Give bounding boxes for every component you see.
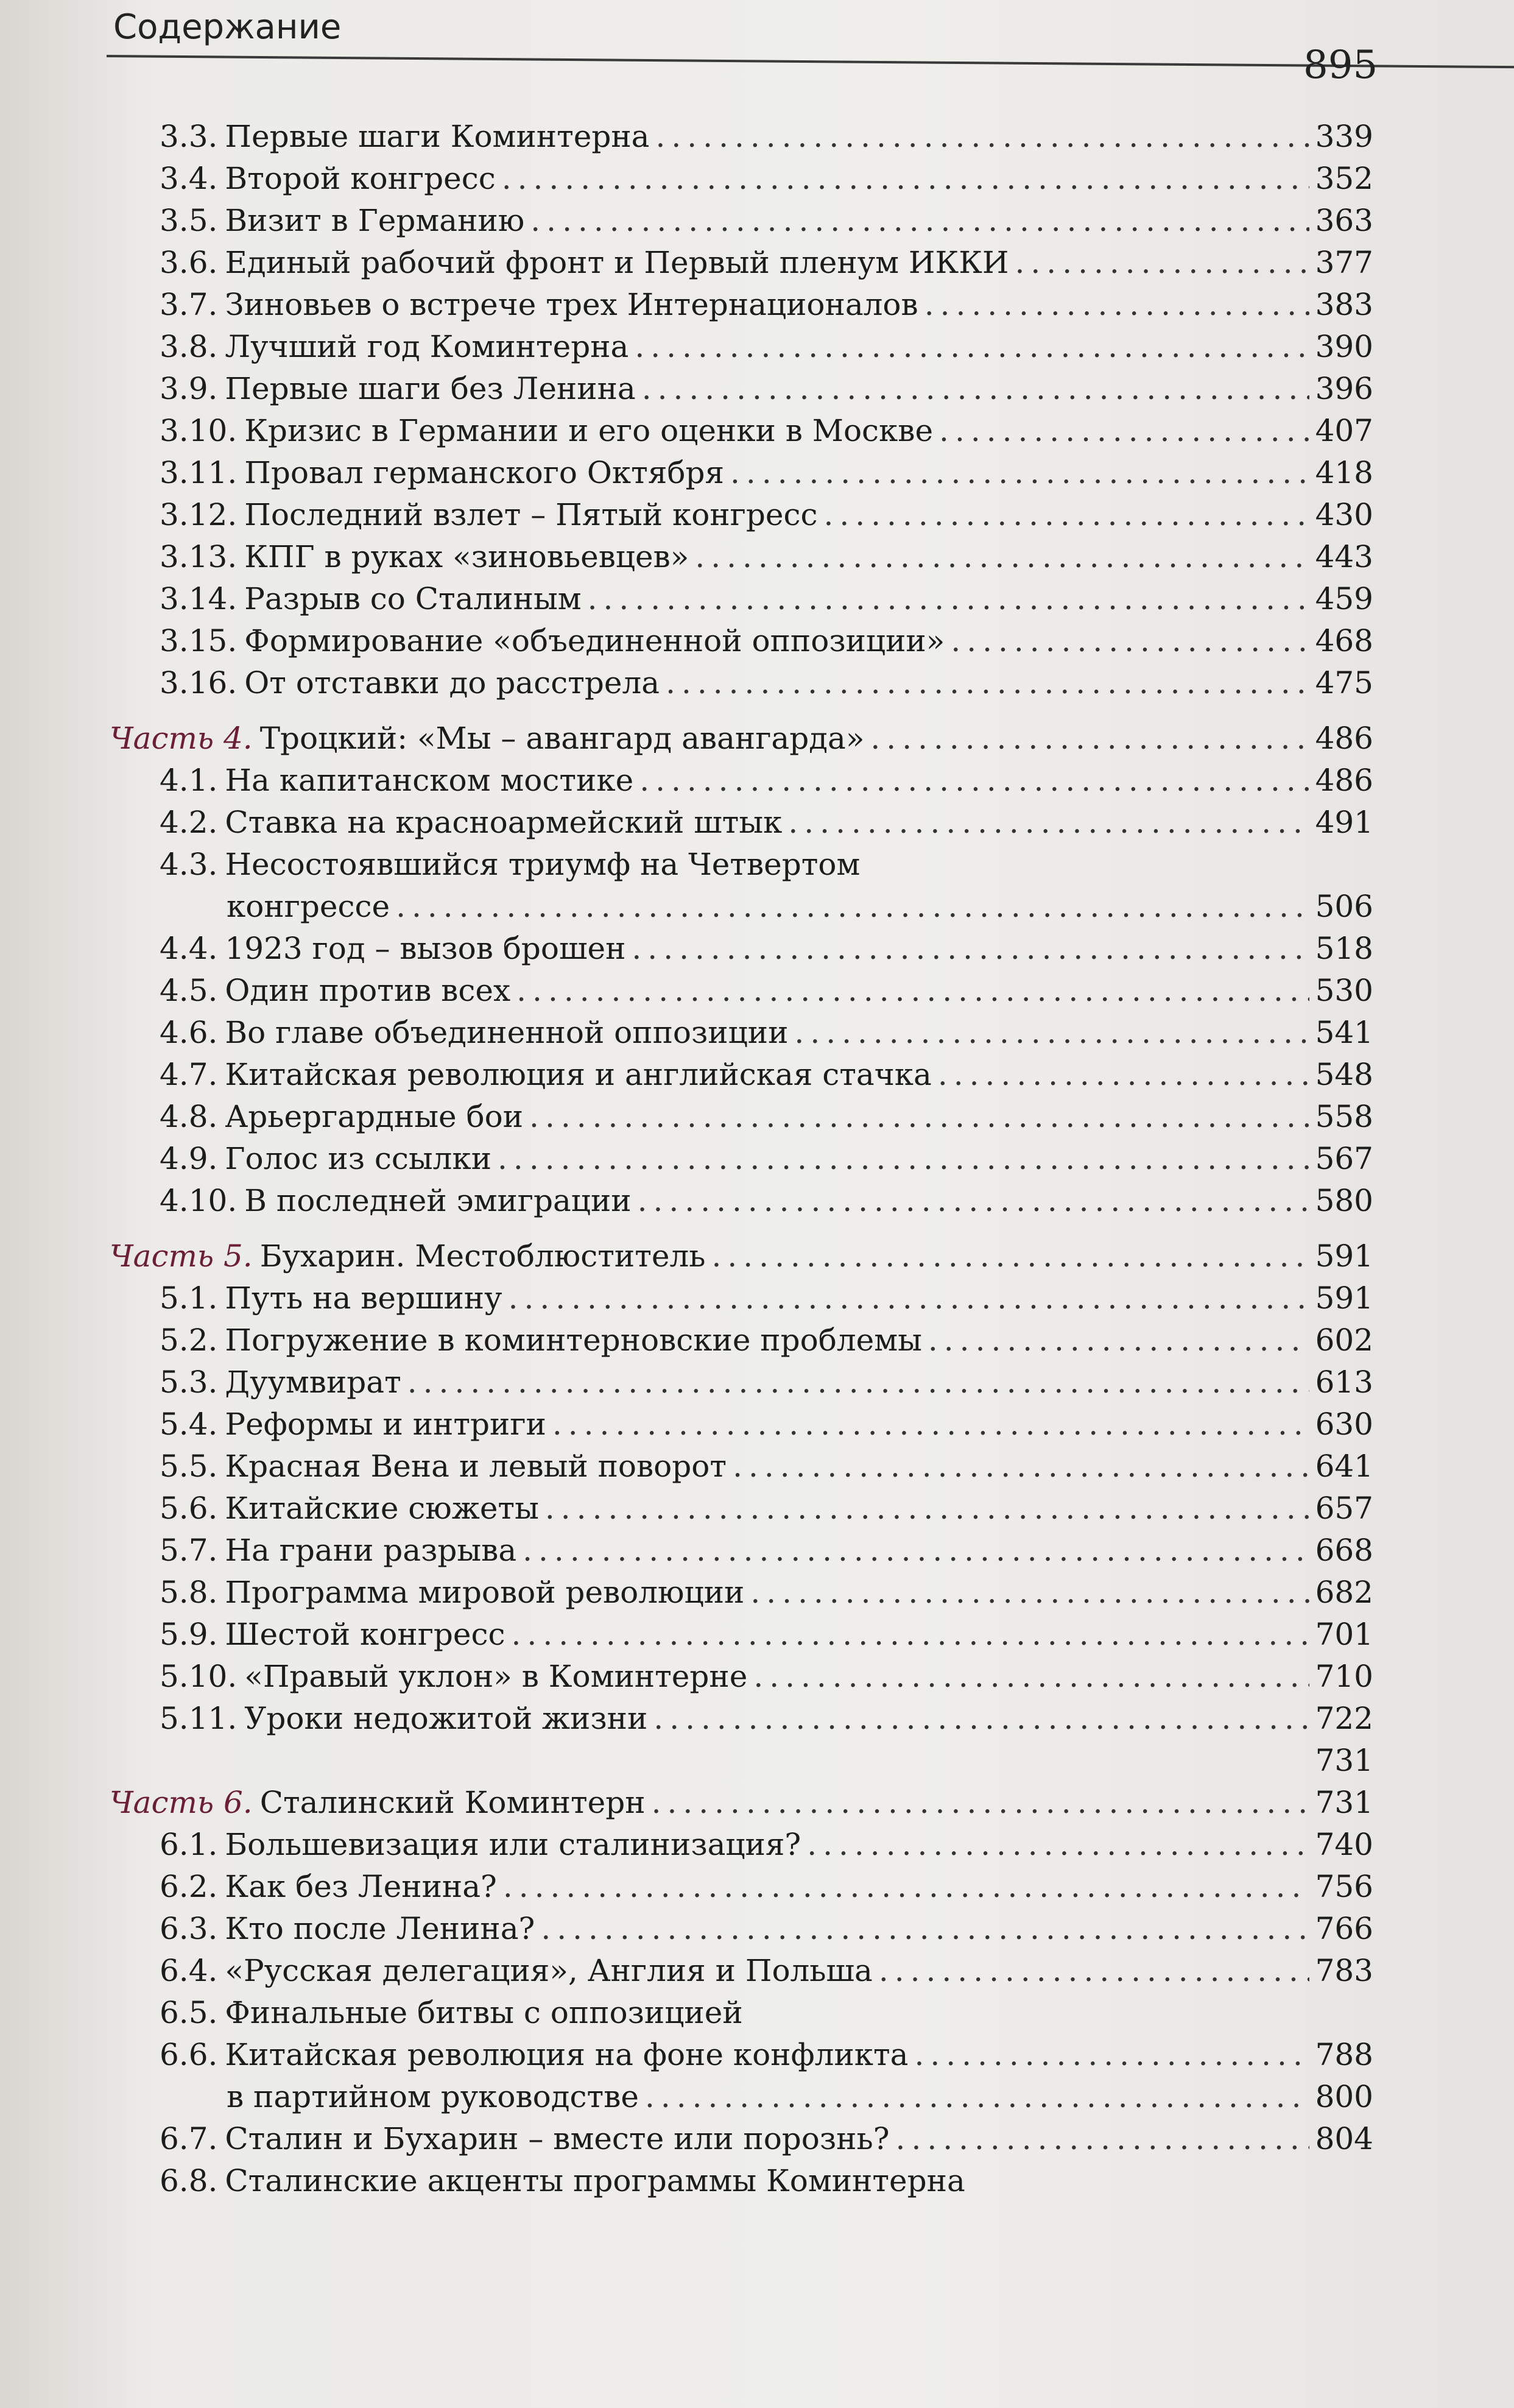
entry-title: «Русская делегация», Англия и Польша	[225, 1953, 873, 1988]
entry-number: 4.2.	[160, 805, 218, 840]
entry-title: Кризис в Германии и его оценки в Москве	[244, 413, 934, 448]
entry-page: 641	[1315, 1449, 1373, 1484]
entry-title: «Правый уклон» в Коминтерне	[244, 1659, 748, 1694]
entry-page: 418	[1315, 455, 1373, 490]
toc-entry[interactable]	[110, 1277, 1373, 1319]
toc-entry[interactable]	[110, 1908, 1373, 1950]
leader-dots	[938, 1054, 1309, 1096]
entry-number: 3.12.	[160, 497, 238, 532]
entry-number: 5.9.	[160, 1617, 218, 1652]
entry-title: Второй конгресс	[225, 161, 496, 196]
entry-number: 3.4.	[160, 161, 218, 196]
entry-title-cont: конгрессе	[227, 889, 390, 924]
leader-dots	[653, 1698, 1309, 1740]
toc-entry[interactable]	[110, 1096, 1373, 1138]
entry-page: 630	[1315, 1407, 1373, 1442]
entry-title: Погружение в коминтерновские проблемы	[225, 1322, 922, 1358]
entry-title: Программа мировой революции	[225, 1575, 745, 1610]
toc-entry[interactable]	[110, 1138, 1373, 1180]
entry-page: 363	[1315, 203, 1373, 238]
leader-dots	[951, 620, 1309, 662]
leader-dots	[750, 1572, 1309, 1614]
entry-title: Первые шаги Коминтерна	[225, 119, 650, 154]
entry-page: 390	[1315, 329, 1373, 364]
entry-title: Красная Вена и левый поворот	[225, 1449, 727, 1484]
running-header	[0, 0, 1514, 110]
entry-number: 3.14.	[160, 581, 238, 616]
leader-dots	[588, 578, 1309, 620]
toc-entry[interactable]	[110, 928, 1373, 970]
entry-page: 731	[1315, 1743, 1373, 1778]
entry-number: 3.11.	[160, 455, 238, 490]
part-page: 731	[1315, 1785, 1373, 1820]
entry-title: Несостоявшийся триумф на Четвертом	[225, 847, 861, 882]
toc-entry[interactable]	[110, 1656, 1373, 1698]
entry-page: 541	[1315, 1015, 1373, 1050]
entry-page: 558	[1315, 1099, 1373, 1134]
table-of-contents	[110, 116, 1373, 2202]
entry-number: 4.10.	[160, 1183, 238, 1218]
toc-part-heading[interactable]	[110, 1782, 1373, 1824]
entry-page: 800	[1315, 2079, 1373, 2114]
entry-page: 657	[1315, 1491, 1373, 1526]
entry-number: 3.8.	[160, 329, 218, 364]
toc-entry[interactable]	[110, 1361, 1373, 1403]
entry-page: 591	[1315, 1280, 1373, 1316]
leader-dots	[523, 1530, 1309, 1572]
toc-entry[interactable]	[110, 326, 1373, 368]
leader-dots	[915, 2034, 1309, 2076]
entry-title: 1923 год – вызов брошен	[225, 931, 626, 966]
toc-part-heading[interactable]	[110, 1235, 1373, 1277]
leader-dots	[545, 1488, 1309, 1530]
entry-title: Ставка на красноармейский штык	[225, 805, 783, 840]
entry-title: Китайская революция и английская стачка	[225, 1057, 932, 1092]
leader-dots	[530, 200, 1309, 242]
leader-dots	[753, 1656, 1309, 1698]
toc-entry[interactable]	[110, 368, 1373, 410]
toc-entry-line2[interactable]	[110, 2076, 1373, 2118]
leader-dots	[733, 1446, 1309, 1488]
leader-dots	[498, 1138, 1309, 1180]
leader-dots	[516, 970, 1309, 1012]
toc-entry[interactable]	[110, 970, 1373, 1012]
entry-page: 383	[1315, 287, 1373, 322]
leader-dots	[794, 1012, 1309, 1054]
toc-entry[interactable]	[110, 2118, 1373, 2160]
entry-page: 518	[1315, 931, 1373, 966]
leader-dots	[807, 1824, 1309, 1866]
page-number: 895	[1303, 43, 1378, 88]
leader-dots	[730, 452, 1309, 494]
part-label: Часть 4.	[110, 721, 253, 756]
entry-page: 710	[1315, 1659, 1373, 1694]
entry-number: 4.3.	[160, 847, 218, 882]
leader-dots	[823, 494, 1309, 536]
entry-number: 4.1.	[160, 763, 218, 798]
entry-title-cont: в партийном руководстве	[227, 2079, 639, 2114]
entry-number: 5.3.	[160, 1365, 218, 1400]
entry-title: Первые шаги без Ленина	[225, 371, 636, 406]
entry-number: 3.16.	[160, 665, 238, 701]
entry-number: 6.4.	[160, 1953, 218, 1988]
entry-number: 5.11.	[160, 1701, 238, 1736]
toc-entry[interactable]	[110, 662, 1373, 704]
leader-dots	[509, 1277, 1309, 1319]
leader-dots	[503, 1866, 1309, 1908]
entry-title: От отставки до расстрела	[244, 665, 660, 701]
leader-dots	[1015, 242, 1309, 284]
leader-dots	[879, 1950, 1309, 1992]
toc-entry[interactable]	[110, 1319, 1373, 1361]
entry-number: 4.8.	[160, 1099, 218, 1134]
part-label: Часть 5.	[110, 1238, 253, 1274]
entry-title: Формирование «объединенной оппозиции»	[244, 623, 945, 658]
part-page: 486	[1315, 721, 1373, 756]
entry-title: Дуумвират	[225, 1365, 401, 1400]
leader-dots	[632, 928, 1309, 970]
entry-number: 3.10.	[160, 413, 238, 448]
toc-entry[interactable]	[110, 242, 1373, 284]
entry-number: 3.13.	[160, 539, 238, 574]
entry-page: 766	[1315, 1911, 1373, 1946]
entry-title: Арьергардные бои	[225, 1099, 524, 1134]
entry-number: 5.1.	[160, 1280, 218, 1316]
entry-page: 443	[1315, 539, 1373, 574]
leader-dots	[529, 1096, 1309, 1138]
entry-title: КПГ в руках «зиновьевцев»	[244, 539, 689, 574]
leader-dots	[939, 410, 1309, 452]
entry-title: Финальные битвы с оппозицией	[225, 1995, 743, 2030]
entry-number: 3.3.	[160, 119, 218, 154]
entry-title: Путь на вершину	[225, 1280, 502, 1316]
entry-title: Лучший год Коминтерна	[225, 329, 629, 364]
entry-page: 613	[1315, 1365, 1373, 1400]
entry-title: Во главе объединенной оппозиции	[225, 1015, 789, 1050]
toc-entry-line2[interactable]	[110, 886, 1373, 928]
entry-number: 6.2.	[160, 1869, 218, 1904]
leader-dots	[541, 1908, 1309, 1950]
entry-page: 756	[1315, 1869, 1373, 1904]
entry-page: 682	[1315, 1575, 1373, 1610]
toc-entry-line1[interactable]	[110, 844, 1373, 886]
entry-page: 491	[1315, 805, 1373, 840]
leader-dots	[642, 368, 1309, 410]
toc-entry[interactable]	[110, 536, 1373, 578]
entry-number: 6.6.	[160, 2037, 218, 2072]
entry-title: Сталин и Бухарин – вместе или порознь?	[225, 2121, 890, 2156]
entry-page: 722	[1315, 1701, 1373, 1736]
toc-entry[interactable]	[110, 452, 1373, 494]
entry-title: Как без Ленина?	[225, 1869, 497, 1904]
entry-title: Китайские сюжеты	[225, 1491, 539, 1526]
toc-entry[interactable]	[110, 1992, 1373, 2034]
entry-title: Кто после Ленина?	[225, 1911, 535, 1946]
entry-number: 5.5.	[160, 1449, 218, 1484]
entry-page: 459	[1315, 581, 1373, 616]
toc-entry[interactable]	[110, 1054, 1373, 1096]
part-label: Часть 6.	[110, 1785, 253, 1820]
toc-entry[interactable]	[110, 1614, 1373, 1656]
entry-number: 4.9.	[160, 1141, 218, 1176]
toc-entry[interactable]	[110, 1403, 1373, 1446]
leader-dots	[639, 760, 1309, 802]
entry-number: 4.7.	[160, 1057, 218, 1092]
entry-number: 5.7.	[160, 1533, 218, 1568]
entry-title: Единый рабочий фронт и Первый пленум ИККИ	[225, 245, 1009, 280]
part-title: Сталинский Коминтерн	[259, 1785, 646, 1820]
entry-page: 580	[1315, 1183, 1373, 1218]
leader-dots	[638, 1180, 1309, 1222]
toc-entry[interactable]	[110, 1012, 1373, 1054]
leader-dots	[652, 1782, 1309, 1824]
entry-number: 4.6.	[160, 1015, 218, 1050]
leader-dots	[870, 718, 1309, 760]
entry-page: 804	[1315, 2121, 1373, 2156]
leader-dots	[552, 1403, 1309, 1446]
toc-entry[interactable]	[110, 1572, 1373, 1614]
entry-page: 475	[1315, 665, 1373, 701]
toc-entry[interactable]	[110, 1866, 1373, 1908]
toc-entry[interactable]	[110, 494, 1373, 536]
leader-dots	[407, 1361, 1309, 1403]
toc-entry[interactable]	[110, 1530, 1373, 1572]
leader-dots	[928, 1319, 1309, 1361]
entry-page: 783	[1315, 1953, 1373, 1988]
part-page: 591	[1315, 1238, 1373, 1274]
leader-dots	[788, 802, 1309, 844]
entry-number: 3.7.	[160, 287, 218, 322]
entry-number: 5.6.	[160, 1491, 218, 1526]
entry-page: 468	[1315, 623, 1373, 658]
entry-number: 5.4.	[160, 1407, 218, 1442]
toc-entry[interactable]	[110, 1824, 1373, 1866]
toc-entry[interactable]	[110, 1488, 1373, 1530]
leader-dots	[924, 284, 1309, 326]
toc-entry[interactable]	[110, 116, 1373, 158]
entry-number: 5.8.	[160, 1575, 218, 1610]
leader-dots	[896, 2118, 1309, 2160]
leader-dots	[666, 662, 1309, 704]
leader-dots	[645, 2076, 1309, 2118]
toc-part-heading[interactable]	[110, 718, 1373, 760]
leader-dots	[712, 1235, 1309, 1277]
entry-title: Провал германского Октября	[244, 455, 725, 490]
toc-entry[interactable]	[110, 2160, 1373, 2202]
entry-number: 5.2.	[160, 1322, 218, 1358]
toc-entry[interactable]	[110, 284, 1373, 326]
trailing-page-number	[110, 1740, 1373, 1782]
entry-page: 407	[1315, 413, 1373, 448]
entry-page: 602	[1315, 1322, 1373, 1358]
entry-number: 3.6.	[160, 245, 218, 280]
entry-page: 430	[1315, 497, 1373, 532]
leader-dots	[635, 326, 1309, 368]
toc-entry[interactable]	[110, 410, 1373, 452]
entry-page: 396	[1315, 371, 1373, 406]
entry-number: 6.8.	[160, 2163, 218, 2198]
entry-title: Уроки недожитой жизни	[244, 1701, 648, 1736]
toc-entry[interactable]	[110, 802, 1373, 844]
entry-page: 352	[1315, 161, 1373, 196]
entry-title: Последний взлет – Пятый конгресс	[244, 497, 818, 532]
toc-entry[interactable]	[110, 1698, 1373, 1740]
toc-entry[interactable]	[110, 620, 1373, 662]
part-title: Бухарин. Местоблюститель	[259, 1238, 706, 1274]
header-title: Содержание	[113, 7, 342, 47]
entry-page: 530	[1315, 973, 1373, 1008]
entry-page: 506	[1315, 889, 1373, 924]
entry-page: 668	[1315, 1533, 1373, 1568]
entry-number: 3.15.	[160, 623, 238, 658]
entry-title: В последней эмиграции	[244, 1183, 632, 1218]
entry-title: Зиновьев о встрече трех Интернационалов	[225, 287, 918, 322]
entry-page: 788	[1315, 2037, 1373, 2072]
entry-title: На капитанском мостике	[225, 763, 634, 798]
entry-number: 4.5.	[160, 973, 218, 1008]
leader-dots	[512, 1614, 1309, 1656]
entry-number: 3.9.	[160, 371, 218, 406]
entry-page: 567	[1315, 1141, 1373, 1176]
entry-number: 6.7.	[160, 2121, 218, 2156]
entry-page: 339	[1315, 119, 1373, 154]
entry-title: Сталинские акценты программы Коминтерна	[225, 2163, 965, 2198]
entry-title: Большевизация или сталинизация?	[225, 1827, 801, 1862]
entry-page: 377	[1315, 245, 1373, 280]
entry-title: Визит в Германию	[225, 203, 525, 238]
entry-title: Один против всех	[225, 973, 511, 1008]
toc-entry[interactable]	[110, 1446, 1373, 1488]
entry-number: 6.1.	[160, 1827, 218, 1862]
entry-number: 4.4.	[160, 931, 218, 966]
entry-number: 6.3.	[160, 1911, 218, 1946]
leader-dots	[396, 886, 1309, 928]
toc-entry[interactable]	[110, 200, 1373, 242]
toc-entry[interactable]	[110, 1950, 1373, 1992]
part-title: Троцкий: «Мы – авангард авангарда»	[259, 721, 865, 756]
entry-title: Голос из ссылки	[225, 1141, 492, 1176]
entry-number: 6.5.	[160, 1995, 218, 2030]
entry-page: 548	[1315, 1057, 1373, 1092]
toc-entry[interactable]	[110, 760, 1373, 802]
leader-dots	[695, 536, 1309, 578]
leader-dots	[502, 158, 1309, 200]
toc-entry[interactable]	[110, 158, 1373, 200]
entry-page: 740	[1315, 1827, 1373, 1862]
toc-entry[interactable]	[110, 578, 1373, 620]
entry-page: 486	[1315, 763, 1373, 798]
entry-title: Шестой конгресс	[225, 1617, 505, 1652]
entry-number: 5.10.	[160, 1659, 238, 1694]
toc-entry[interactable]	[110, 1180, 1373, 1222]
toc-entry[interactable]	[110, 2034, 1373, 2076]
entry-title: Разрыв со Сталиным	[244, 581, 582, 616]
entry-title: На грани разрыва	[225, 1533, 517, 1568]
entry-title: Реформы и интриги	[225, 1407, 546, 1442]
entry-title: Китайская революция на фоне конфликта	[225, 2037, 909, 2072]
entry-number: 3.5.	[160, 203, 218, 238]
leader-dots	[656, 116, 1309, 158]
entry-page: 701	[1315, 1617, 1373, 1652]
